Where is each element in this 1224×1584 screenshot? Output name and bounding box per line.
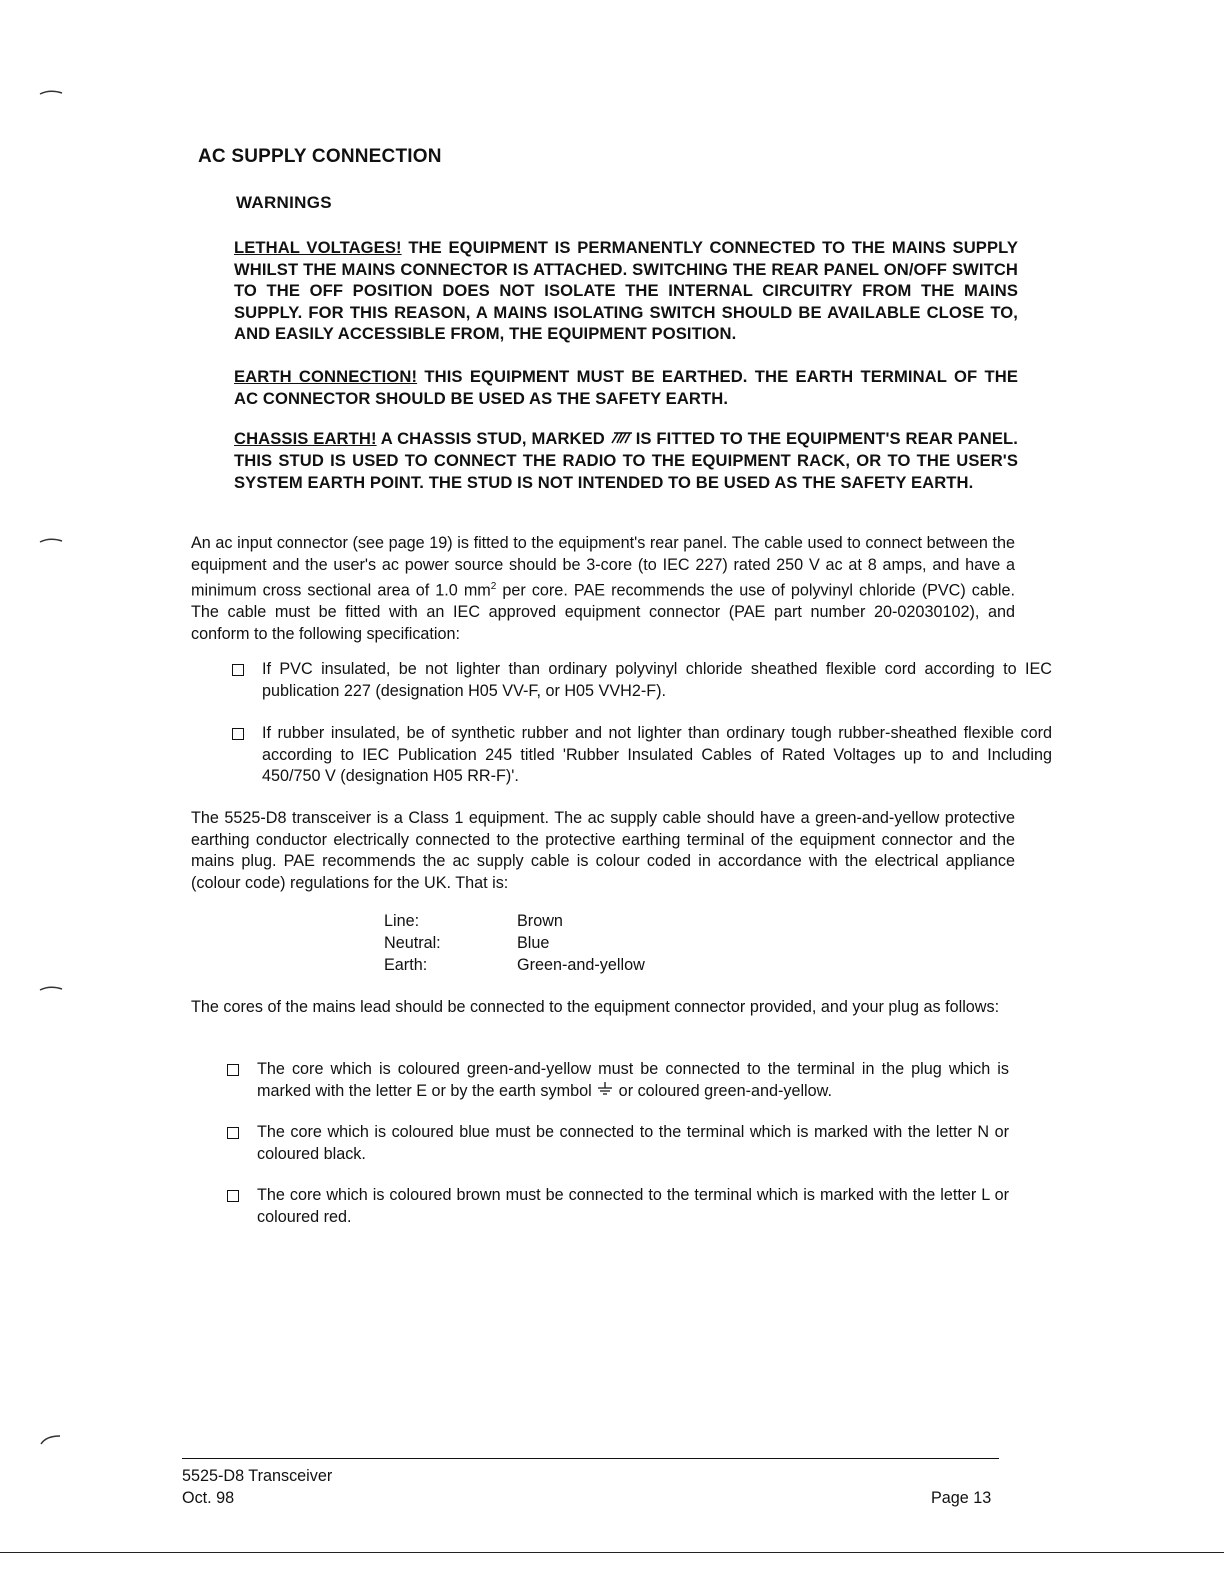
margin-mark-icon — [38, 88, 64, 98]
core-label: Earth: — [384, 955, 428, 974]
list-item — [262, 723, 1052, 788]
checkbox-bullet-icon — [227, 1064, 239, 1076]
paragraph-text: An ac input connector (see page 19) is fitted to the equipment's rear panel. The cable used to connect between the equipment and the user's ac power source should be 3-core (to IEC 227) rated 250 V ac at 8 amps, and have a minimum cross sectional area of 1.0 mm — [191, 534, 1015, 600]
list-item-text: The core which is coloured brown must be connected to the terminal which is marked with the letter L or coloured red. — [257, 1186, 1009, 1226]
checkbox-bullet-icon — [227, 1127, 239, 1139]
paragraph-class-1: The 5525-D8 transceiver is a Class 1 equipment. The ac supply cable should have a green-and-yellow protective earthing conductor electrically connected to the protective earthing terminal of the equipment connector and the mains plug. PAE recommends the ac supply cable is colour coded in accordance with the electrical appliance (colour code) regulations for the UK. That is: — [191, 809, 1015, 892]
margin-mark-icon — [38, 984, 64, 994]
list-item — [257, 1122, 1009, 1165]
margin-mark-icon — [38, 536, 64, 546]
paragraph-ac-input — [191, 533, 1015, 645]
warning-chassis-earth — [234, 428, 1018, 493]
warning-label: CHASSIS EARTH! — [234, 429, 377, 448]
list-item — [257, 1185, 1009, 1228]
footer-divider — [182, 1458, 999, 1459]
earth-ground-icon — [596, 1081, 614, 1103]
list-item-text: or coloured green-and-yellow. — [614, 1081, 832, 1100]
warning-text: THE EQUIPMENT IS PERMANENTLY CONNECTED TO THE MAINS SUPPLY WHILST THE MAINS CONNECTOR IS ATTACHED. SWITCHING THE REAR PANEL ON/OFF SWITCH TO THE OFF POSITION DOES NOT ISOLATE THE INTERNAL CIRCUITRY FROM THE MAINS SUPPLY. FOR THIS REASON, A MAINS ISOLATING SWITCH SHOULD BE AVAILABLE CLOSE TO, AND EASILY ACCESSIBLE FROM, THE EQUIPMENT POSITION. — [234, 238, 1018, 343]
warning-label: LETHAL VOLTAGES! — [234, 238, 402, 257]
page-number: Page 13 — [931, 1489, 992, 1507]
chassis-earth-icon — [610, 429, 636, 451]
warning-text: THIS EQUIPMENT MUST BE EARTHED. THE EARTH TERMINAL OF THE AC CONNECTOR SHOULD BE USED AS THE SAFETY EARTH. — [234, 367, 1018, 408]
colour-code-table — [384, 911, 645, 976]
checkbox-bullet-icon — [232, 728, 244, 740]
core-label: Neutral: — [384, 933, 441, 952]
warning-label: EARTH CONNECTION! — [234, 367, 418, 386]
footer-info — [182, 1466, 332, 1509]
core-colour: Blue — [517, 933, 550, 952]
table-row — [384, 955, 645, 977]
checkbox-bullet-icon — [232, 664, 244, 676]
core-colour: Green-and-yellow — [517, 955, 645, 974]
paragraph-text: per core. PAE recommends the use of polyvinyl chloride (PVC) cable. The cable must be fitted with an IEC approved equipment connector (PAE part number 20-02030102), and conform to the following specification: — [191, 581, 1015, 643]
scan-edge-line — [0, 1552, 1224, 1553]
list-item-text: If PVC insulated, be not lighter than ordinary polyvinyl chloride sheathed flexible cord according to IEC publication 227 (designation H05 VV-F, or H05 VVH2-F). — [262, 660, 1052, 700]
warning-text: IS FITTED TO THE EQUIPMENT'S REAR PANEL. THIS STUD IS USED TO CONNECT THE RADIO TO THE EQUIPMENT RACK, OR TO THE USER'S SYSTEM EARTH POINT. THE STUD IS NOT INTENDED TO BE USED AS THE SAFETY EARTH. — [234, 429, 1018, 492]
core-colour: Brown — [517, 912, 563, 930]
list-item-text: If rubber insulated, be of synthetic rubber and not lighter than ordinary tough rubber-sheathed flexible cord according to IEC Publication 245 titled 'Rubber Insulated Cables of Rated Voltages up to and Including 450/750 V (designation H05 RR-F)'. — [262, 724, 1052, 786]
warning-lethal-voltages — [234, 237, 1018, 345]
footer-date: Oct. 98 — [182, 1488, 235, 1507]
list-item — [257, 1059, 1009, 1102]
core-label: Line: — [384, 912, 420, 930]
list-item-text: The core which is coloured green-and-yellow must be connected to the terminal in the plug which is marked with the letter E or by the earth symbol — [257, 1060, 1009, 1100]
warnings-heading: WARNINGS — [236, 193, 332, 212]
warning-text: A CHASSIS STUD, MARKED — [376, 429, 610, 448]
list-item-text: The core which is coloured blue must be connected to the terminal which is marked with the letter N or coloured black. — [257, 1123, 1009, 1163]
superscript: 2 — [490, 581, 497, 593]
warning-earth-connection — [234, 366, 1018, 409]
margin-mark-icon — [38, 1434, 64, 1444]
section-title: AC SUPPLY CONNECTION — [198, 146, 442, 167]
footer-product: 5525-D8 Transceiver — [182, 1467, 333, 1485]
checkbox-bullet-icon — [227, 1190, 239, 1202]
table-row — [384, 933, 645, 955]
table-row — [384, 911, 645, 933]
paragraph-cores: The cores of the mains lead should be connected to the equipment connector provided, and your plug as follows: — [191, 998, 1000, 1016]
list-item — [262, 659, 1052, 702]
